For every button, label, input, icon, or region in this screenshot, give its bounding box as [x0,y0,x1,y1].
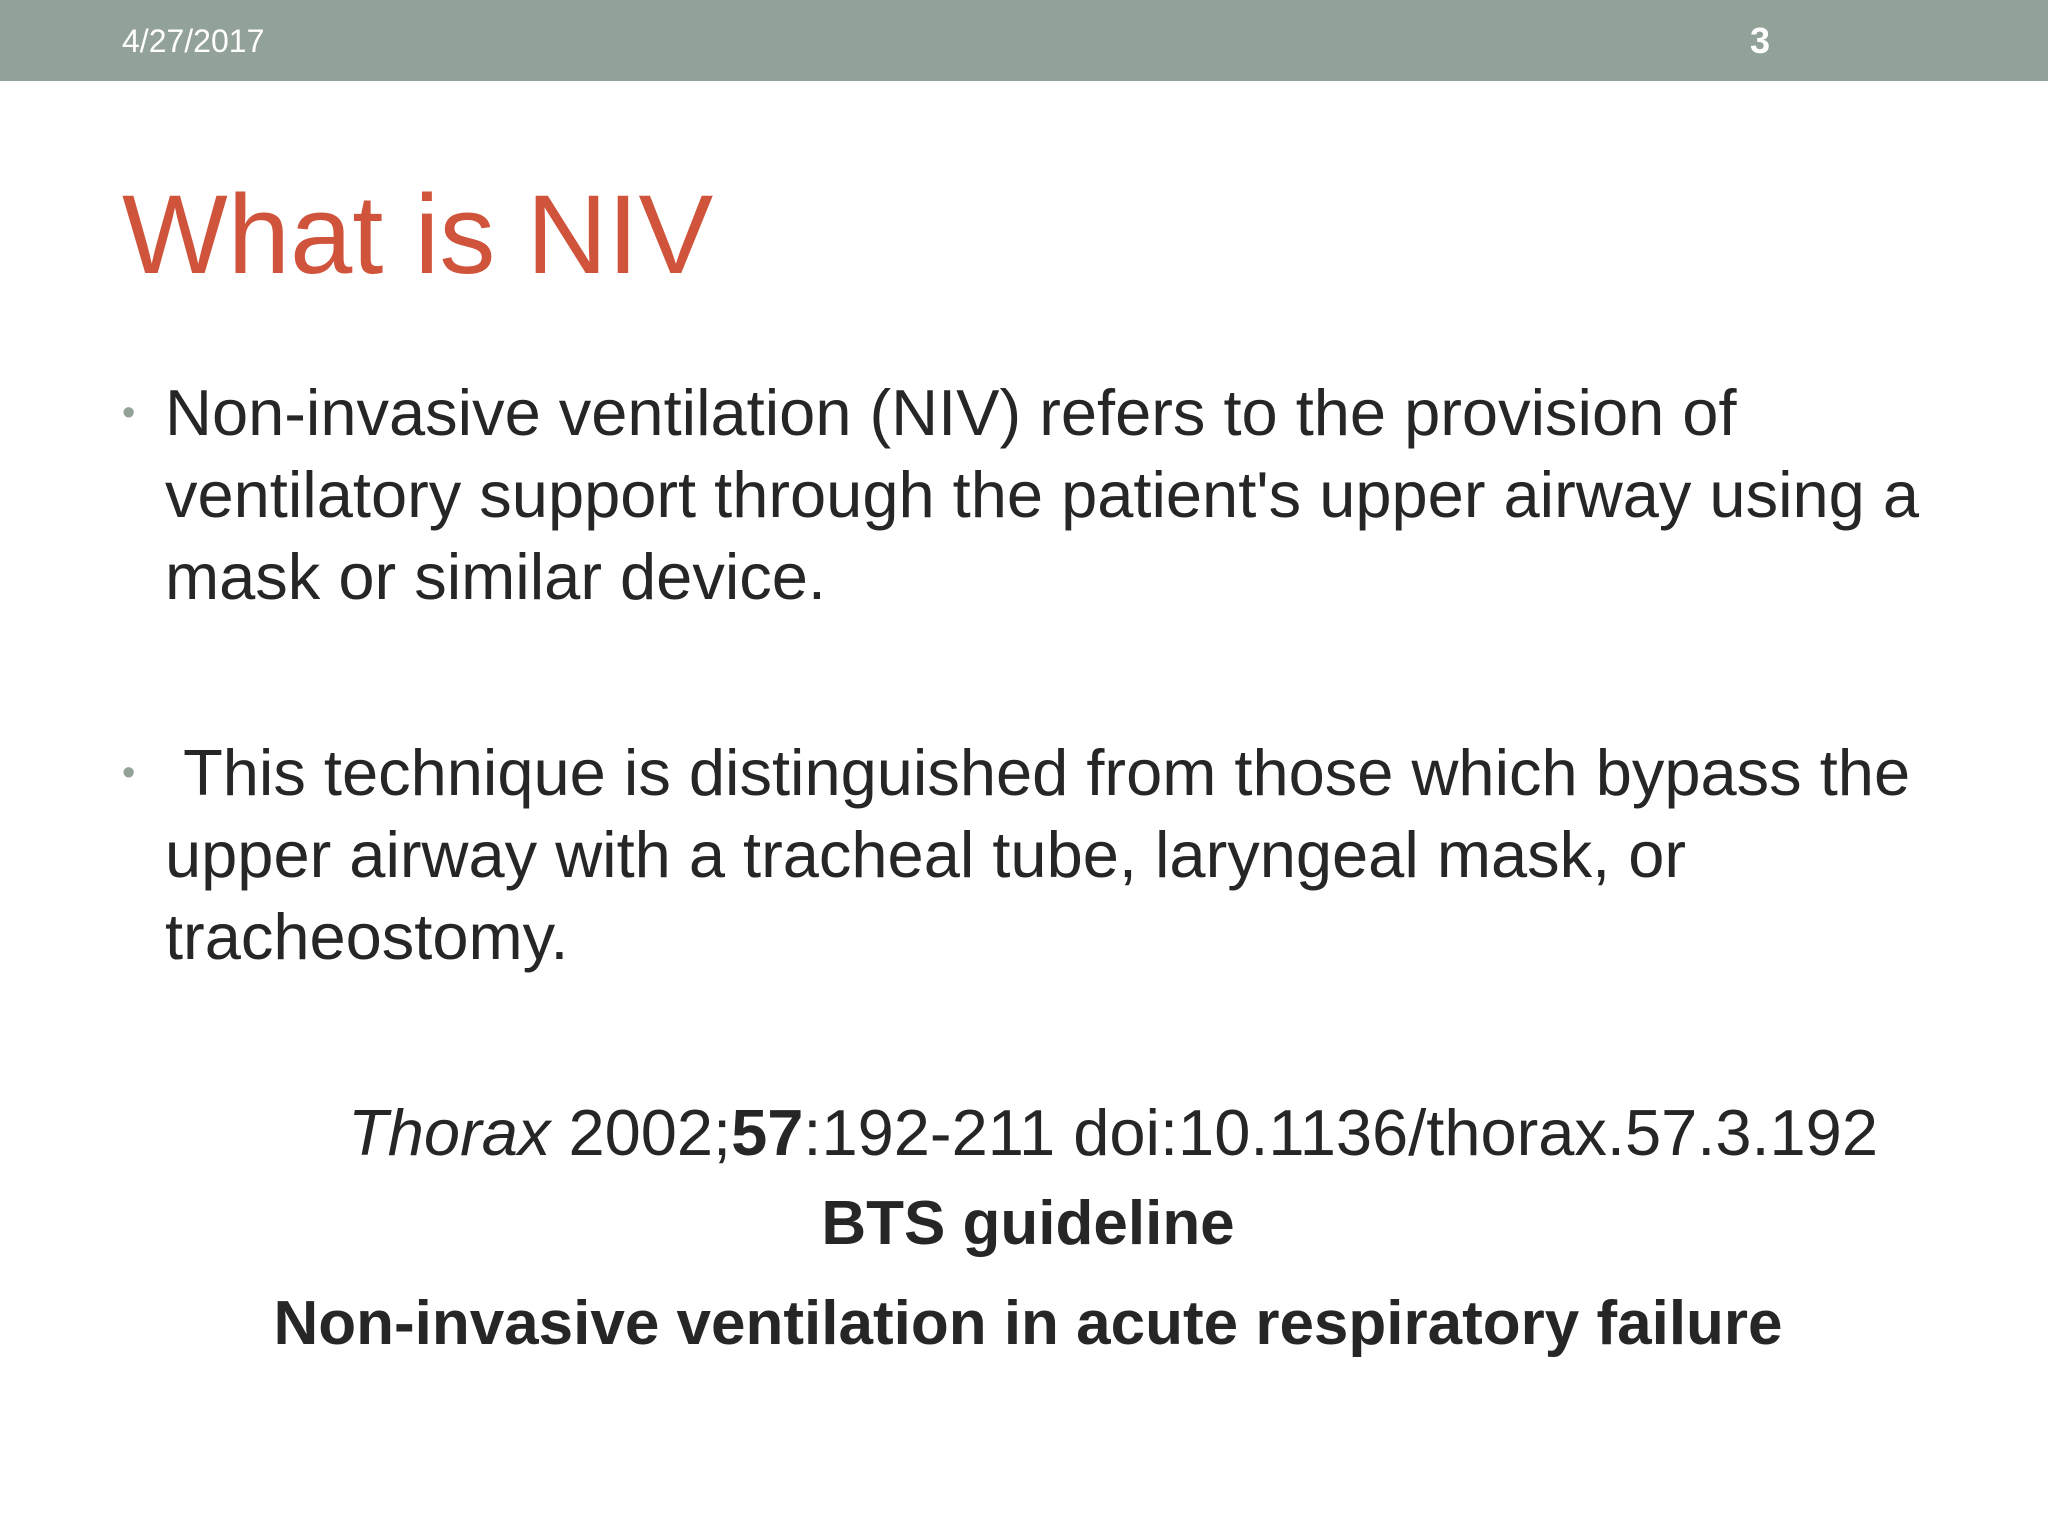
citation-pages-doi: :192-211 doi:10.1136/thorax.57.3.192 [803,1096,1878,1169]
slide-page-number: 3 [1749,20,1770,61]
header-bar [0,0,2048,81]
citation-volume: 57 [731,1096,804,1169]
bullet-text: This technique is distinguished from those which bypass the upper airway with a tracheal tube, laryngeal mask, or tracheostomy. [165,736,1929,973]
citation-year: 2002; [550,1096,732,1169]
bullet-item [122,732,1929,978]
bullet-item [122,372,1922,618]
bullet-dot-icon: • [122,752,136,794]
citation-guideline-title: Non-invasive ventilation in acute respiratory failure [273,1289,1783,1358]
citation-guideline: BTS guideline [821,1189,1235,1258]
slide-date: 4/27/2017 [122,23,265,59]
citation-reference [178,1092,1878,1174]
slide-title: What is NIV [122,172,714,297]
bullet-text: Non-invasive ventilation (NIV) refers to the provision of ventilatory support through the patient's upper airway using a mask or similar device. [165,376,1920,613]
citation-journal: Thorax [348,1096,551,1169]
bullet-dot-icon: • [122,392,136,434]
citation-block [178,1092,1878,1374]
bullet-list [122,372,1929,978]
